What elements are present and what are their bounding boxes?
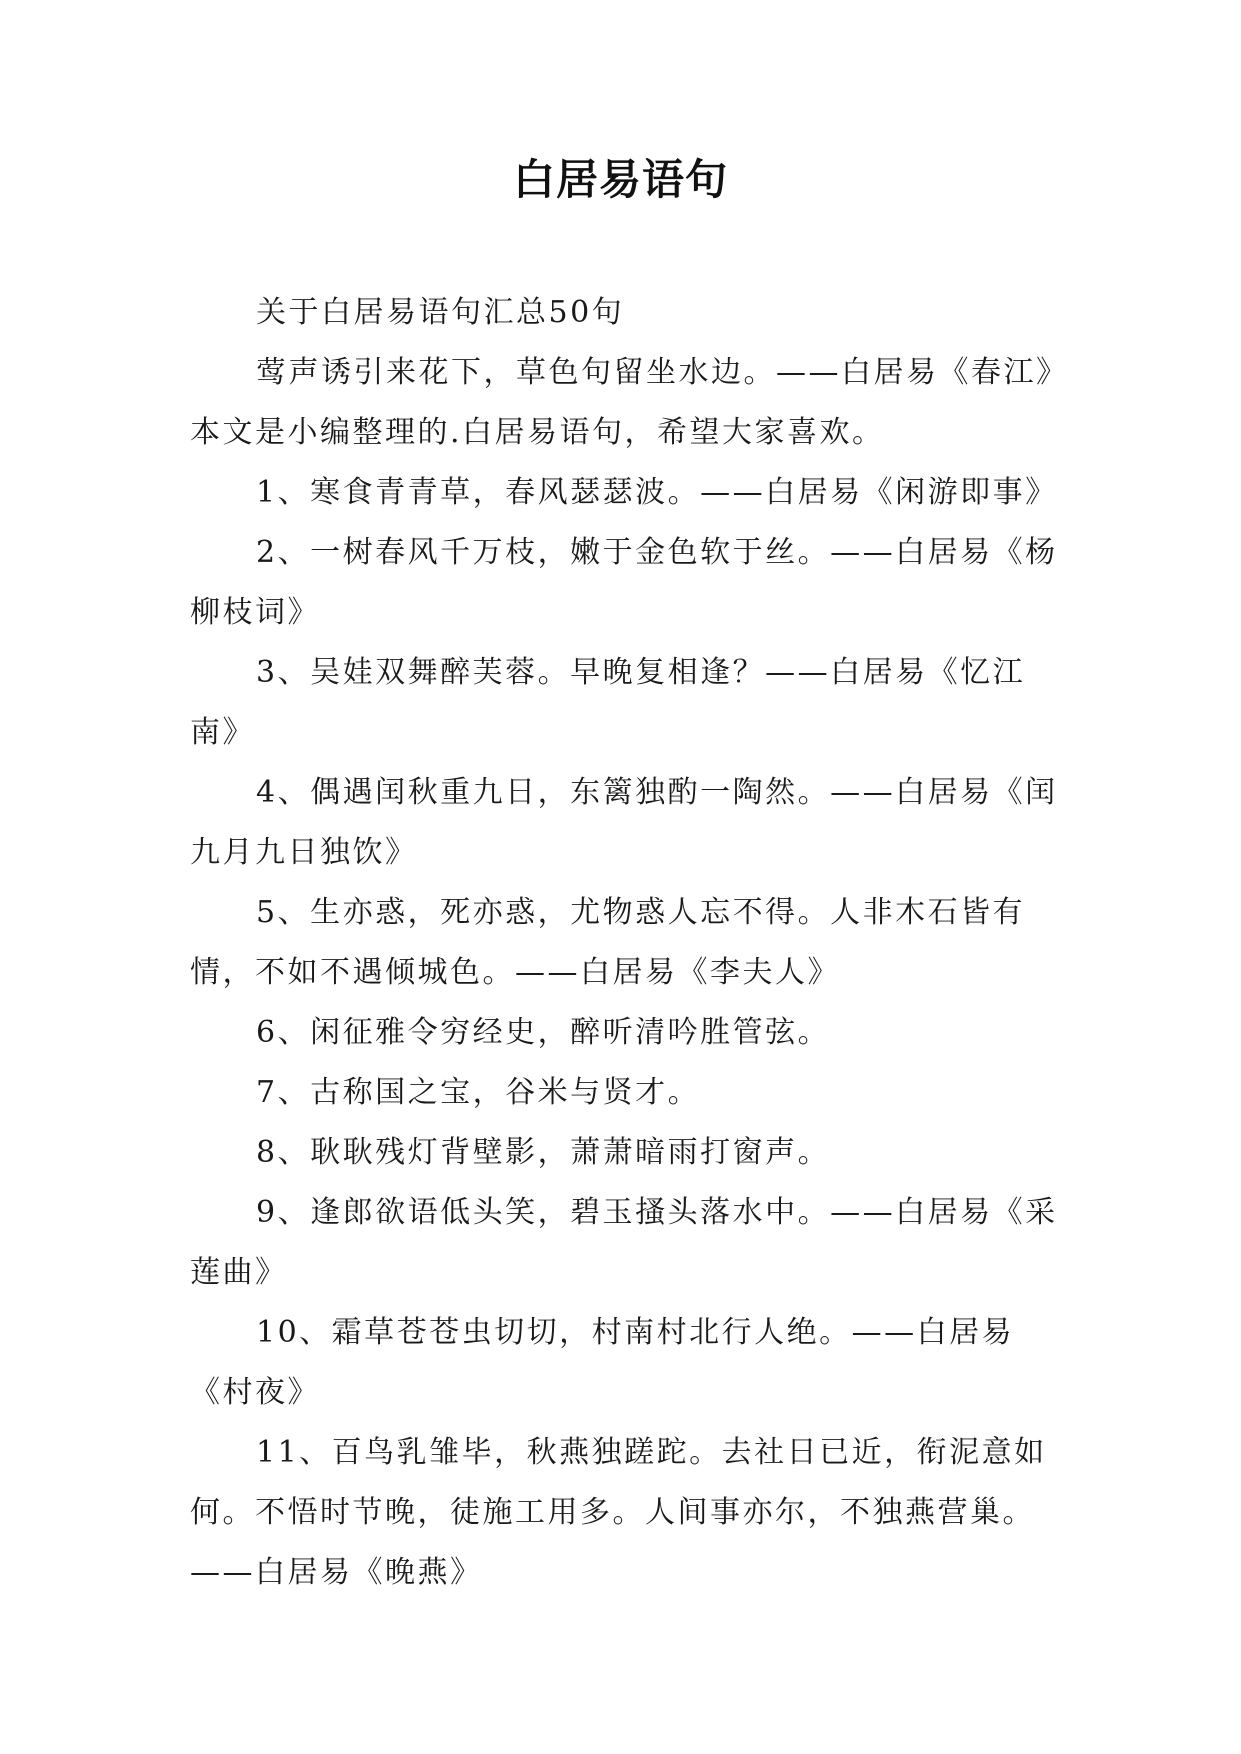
paragraph-intro: 关于白居易语句汇总50句	[256, 295, 625, 330]
list-item: 3、吴娃双舞醉芙蓉。早晚复相逢？——白居易《忆江南》	[190, 655, 1026, 750]
document-body	[190, 283, 1070, 1603]
list-item: 9、逢郎欲语低头笑，碧玉搔头落水中。——白居易《采莲曲》	[190, 1195, 1058, 1290]
list-item: 7、古称国之宝，谷米与贤才。	[256, 1075, 701, 1110]
list-item: 2、一树春风千万枝，嫩于金色软于丝。——白居易《杨柳枝词》	[190, 535, 1058, 630]
list-item: 10、霜草苍苍虫切切，村南村北行人绝。——白居易《村夜》	[190, 1315, 1015, 1410]
list-item: 1、寒食青青草，春风瑟瑟波。——白居易《闲游即事》	[256, 475, 1058, 510]
page-title: 白居易语句	[512, 155, 728, 204]
list-item: 4、偶遇闰秋重九日，东篱独酌一陶然。——白居易《闰九月九日独饮》	[190, 775, 1058, 870]
list-item: 5、生亦惑，死亦惑，尤物惑人忘不得。人非木石皆有情，不如不遇倾城色。——白居易《李夫人》	[190, 895, 1026, 990]
paragraph-editor-note: 本文是小编整理的.白居易语句，希望大家喜欢。	[190, 415, 885, 450]
list-item: 6、闲征雅令穷经史，醉听清吟胜管弦。	[256, 1015, 831, 1050]
list-item: 8、耿耿残灯背壁影，萧萧暗雨打窗声。	[256, 1135, 831, 1170]
paragraph-quote-chunjiang: 莺声诱引来花下，草色句留坐水边。——白居易《春江》	[256, 355, 1069, 390]
list-item: 11、百鸟乳雏毕，秋燕独蹉跎。去社日已近，衔泥意如何。不悟时节晚，徒施工用多。人间事亦尔，不独燕营巢。——白居易《晚燕》	[190, 1435, 1047, 1590]
